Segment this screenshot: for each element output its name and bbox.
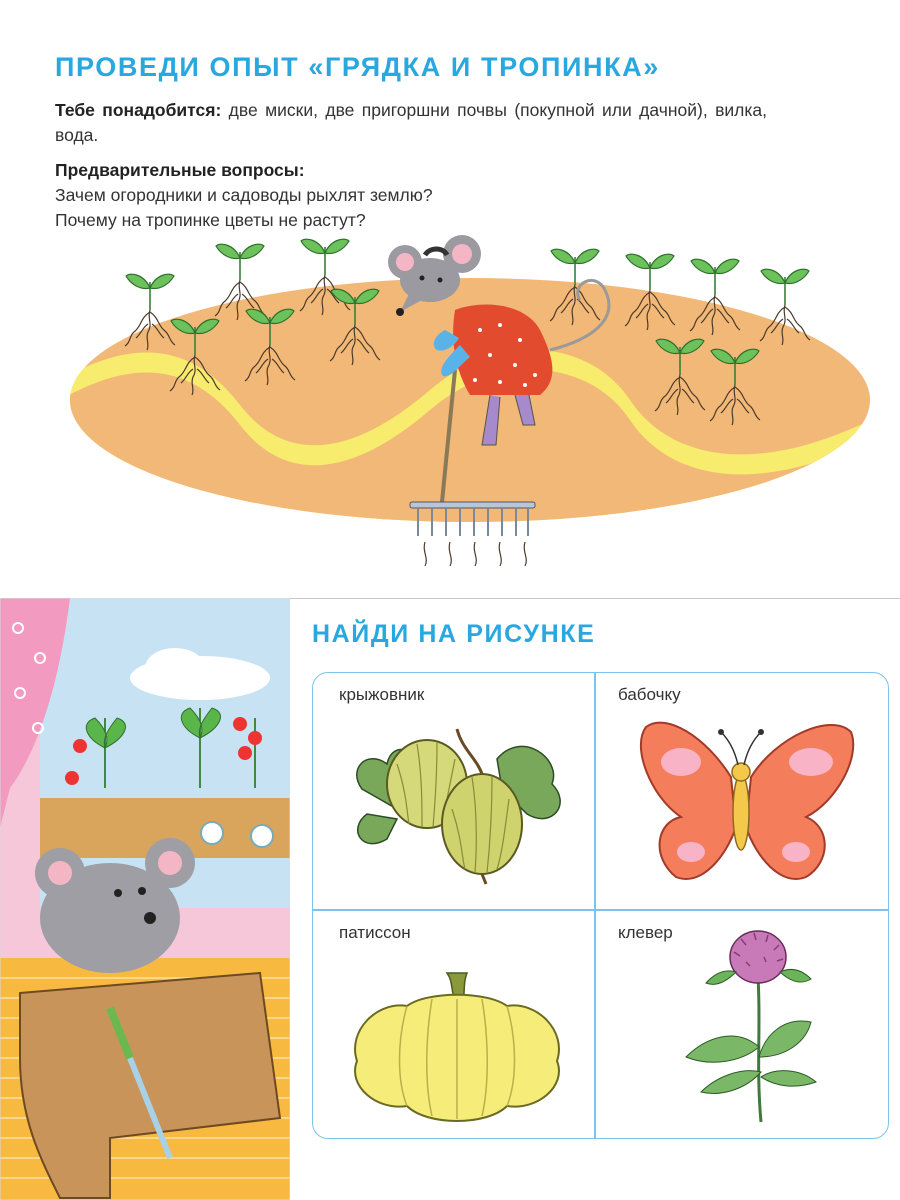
questions-label: Предварительные вопросы: xyxy=(55,160,305,180)
find-item-label: крыжовник xyxy=(339,685,425,704)
clover-icon xyxy=(646,917,886,1127)
experiment-title: ПРОВЕДИ ОПЫТ «ГРЯДКА И ТРОПИНКА» xyxy=(55,52,660,82)
materials-paragraph xyxy=(55,98,767,148)
find-item-butterfly xyxy=(596,673,889,909)
question-1: Зачем огородники и садоводы рыхлят землю? xyxy=(55,185,433,205)
find-items-grid xyxy=(312,672,889,1139)
questions-block xyxy=(55,158,615,233)
garden-bed-illustration xyxy=(70,230,880,590)
find-item-label: бабочку xyxy=(618,685,681,704)
materials-label: Тебе понадобится: xyxy=(55,100,222,120)
pattypan-squash-icon xyxy=(337,961,577,1131)
find-item-label: клевер xyxy=(618,923,673,942)
find-item-pattypan xyxy=(313,911,594,1139)
gooseberry-icon xyxy=(337,719,577,889)
butterfly-icon xyxy=(626,717,866,887)
kitchen-window-illustration xyxy=(0,598,290,1200)
find-item-gooseberry xyxy=(313,673,594,909)
materials-text: две миски, две пригоршни почвы (покупной или дачной), вилка, вода. xyxy=(55,100,767,145)
find-title: НАЙДИ НА РИСУНКЕ xyxy=(312,620,596,648)
find-item-label: патиссон xyxy=(339,923,411,942)
question-2: Почему на тропинке цветы не растут? xyxy=(55,210,366,230)
find-item-clover xyxy=(596,911,889,1139)
